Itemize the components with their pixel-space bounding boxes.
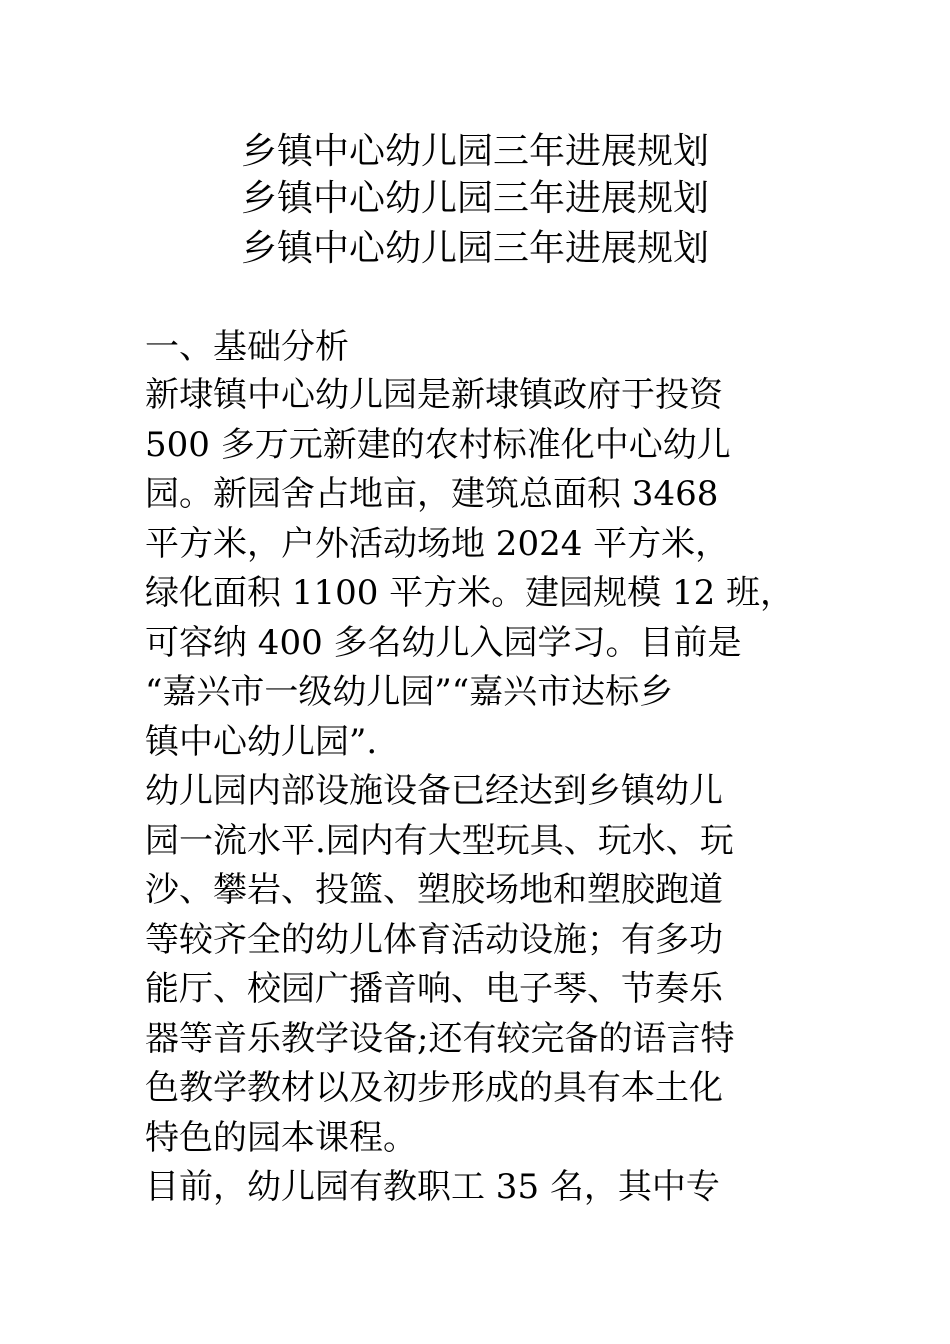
paragraph-line: 沙、攀岩、投篮、塑胶场地和塑胶跑道 [145, 870, 723, 910]
document-body [145, 323, 845, 1213]
paragraph-staff [145, 1163, 845, 1213]
paragraph-line: 新埭镇中心幼儿园是新埭镇政府于投资 [145, 375, 723, 415]
paragraph-line: 色教学教材以及初步形成的具有本土化 [145, 1068, 723, 1108]
paragraph-line: “嘉兴市一级幼儿园”“嘉兴市达标乡 [145, 672, 674, 712]
paragraph-line: 园一流水平.园内有大型玩具、玩水、玩 [145, 820, 734, 861]
paragraph-line: 500 多万元新建的农村标准化中心幼儿 [145, 424, 731, 465]
paragraph-line: 特色的园本课程。 [145, 1117, 417, 1158]
paragraph-line: 幼儿园内部设施设备已经达到乡镇幼儿 [145, 771, 723, 811]
paragraph-line: 能厅、校园广播音响、电子琴、节奏乐 [145, 969, 723, 1009]
paragraph-line: 目前，幼儿园有教职工 35 名，其中专 [145, 1167, 720, 1207]
paragraph-line: 可容纳 400 多名幼儿入园学习。目前是 [145, 622, 742, 663]
paragraph-line: 镇中心幼儿园”. [145, 721, 378, 762]
document-title: 乡镇中心幼儿园三年进展规划 [240, 131, 709, 172]
paragraph-line: 园。新园舍占地亩，建筑总面积 3468 [145, 474, 719, 514]
paragraph-facility-overview [145, 371, 845, 767]
document-title: 乡镇中心幼儿园三年进展规划 [240, 178, 709, 219]
document-title: 乡镇中心幼儿园三年进展规划 [240, 228, 709, 269]
paragraph-equipment [145, 767, 845, 1163]
paragraph-line: 绿化面积 1100 平方米。建园规模 12 班， [145, 573, 795, 613]
section-heading: 一、基础分析 [145, 327, 349, 367]
paragraph-line: 平方米，户外活动场地 2024 平方米， [145, 523, 730, 564]
paragraph-line: 等较齐全的幼儿体育活动设施；有多功 [145, 919, 723, 960]
paragraph-line: 器等音乐教学设备;还有较完备的语言特 [145, 1018, 735, 1059]
